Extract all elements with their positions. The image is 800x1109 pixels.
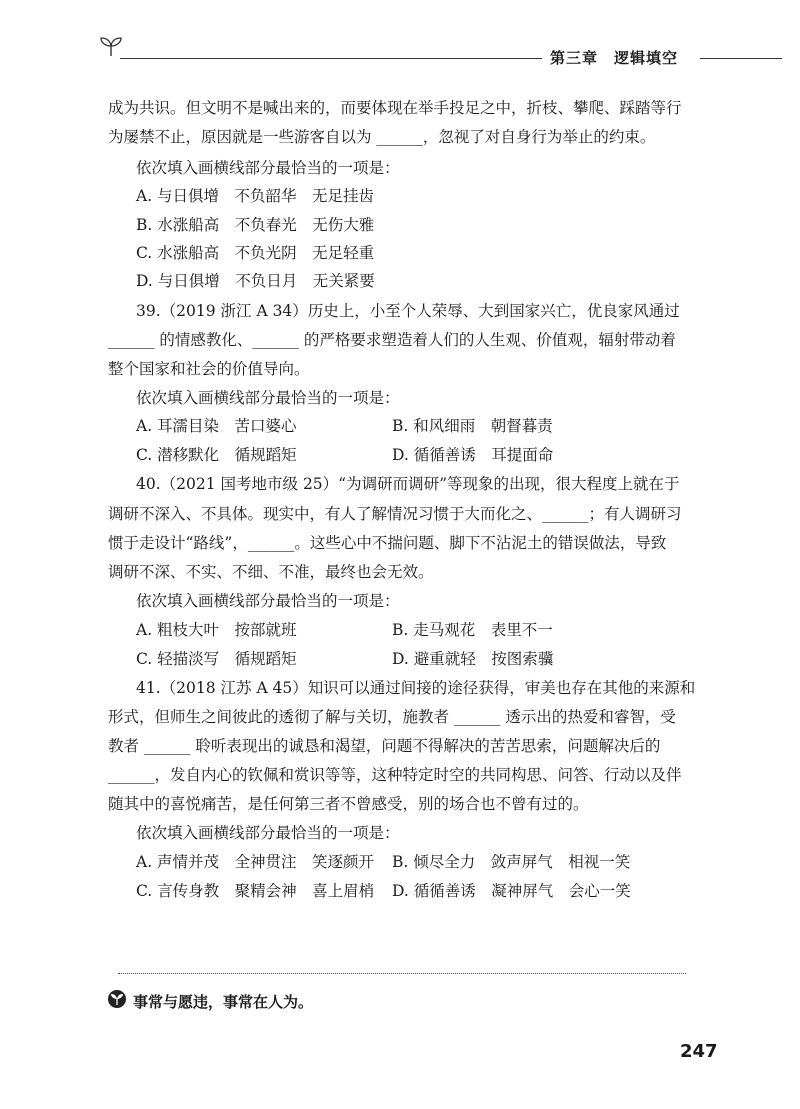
question-40-stem: 40.（2021 国考地市级 25）“为调研而调研”等现象的出现，很大程度上就在于: [136, 475, 680, 493]
question-prompt: 依次填入画横线部分最恰当的一项是：: [136, 824, 400, 842]
body-line: 随其中的喜悦痛苦，是任何第三者不曾感受，别的场合也不曾有过的。: [108, 795, 589, 813]
question-prompt: 依次填入画横线部分最恰当的一项是：: [136, 592, 400, 610]
option-c: C. 水涨船高 不负光阴 无足轻重: [136, 244, 375, 262]
body-line: 成为共识。但文明不是喊出来的，而要体现在举手投足之中，折枝、攀爬、踩踏等行: [108, 99, 682, 117]
option-d: D. 避重就轻 按图索骥: [392, 650, 554, 668]
body-line: 调研不深、不实、不细、不准，最终也会无效。: [108, 563, 434, 581]
footer-motto: 事常与愿违，事常在人为。: [133, 993, 314, 1011]
question-39-stem: 39.（2019 浙江 A 34）历史上，小至个人荣辱、大到国家兴亡，优良家风通过: [136, 302, 680, 320]
option-b: B. 倾尽全力 敛声屏气 相视一笑: [392, 853, 631, 871]
option-c: C. 言传身教 聚精会神 喜上眉梢: [136, 882, 375, 900]
body-line: 为屡禁不止，原因就是一些游客自以为 ______，忽视了对自身行为举止的约束。: [108, 128, 656, 146]
option-d: D. 与日俱增 不负日月 无关紧要: [136, 272, 375, 290]
body-line: 惯于走设计“路线”，______。这些心中不揣问题、脚下不沾泥土的错误做法，导致: [108, 534, 667, 552]
body-line: 调研不深入、不具体。现实中，有人了解情况习惯于大而化之、______；有人调研习: [108, 505, 682, 523]
option-a: A. 声情并茂 全神贯注 笑逐颜开: [136, 853, 375, 871]
sprout-icon: [98, 34, 124, 58]
body-line: ______，发自内心的钦佩和赏识等等，这种特定时空的共同构思、问答、行动以及伴: [108, 766, 682, 784]
option-c: C. 潜移默化 循规蹈矩: [136, 446, 297, 464]
body-line: 教者 ______ 聆听表现出的诚恳和渴望，问题不得解决的苦苦思索，问题解决后的: [108, 737, 661, 755]
option-a: A. 与日俱增 不负韶华 无足挂齿: [136, 187, 375, 205]
header-rule-left: [120, 58, 542, 59]
option-a: A. 粗枝大叶 按部就班: [136, 621, 297, 639]
body-line: 形式，但师生之间彼此的透彻了解与关切，施教者 ______ 透示出的热爱和睿智，受: [108, 708, 676, 726]
question-prompt: 依次填入画横线部分最恰当的一项是：: [136, 159, 400, 177]
option-c: C. 轻描淡写 循规蹈矩: [136, 650, 297, 668]
footer-divider: [118, 973, 686, 974]
option-b: B. 走马观花 表里不一: [392, 621, 553, 639]
option-d: D. 循循善诱 凝神屏气 会心一笑: [392, 882, 631, 900]
chapter-title: 第三章 逻辑填空: [550, 49, 679, 67]
option-b: B. 水涨船高 不负春光 无伤大雅: [136, 216, 375, 234]
option-a: A. 耳濡目染 苦口婆心: [136, 417, 297, 435]
body-line: 整个国家和社会的价值导向。: [108, 360, 310, 378]
body-line: ______ 的情感教化、______ 的严格要求塑造着人们的人生观、价值观，辐射带动着: [108, 331, 676, 349]
page-number: 247: [680, 1041, 718, 1062]
question-41-stem: 41.（2018 江苏 A 45）知识可以通过间接的途径获得，审美也存在其他的来源和: [136, 679, 696, 697]
question-prompt: 依次填入画横线部分最恰当的一项是：: [136, 389, 400, 407]
option-d: D. 循循善诱 耳提面命: [392, 446, 554, 464]
header-rule-right: [700, 58, 782, 59]
sprout-badge-icon: [107, 989, 127, 1009]
option-b: B. 和风细雨 朝督暮责: [392, 417, 553, 435]
